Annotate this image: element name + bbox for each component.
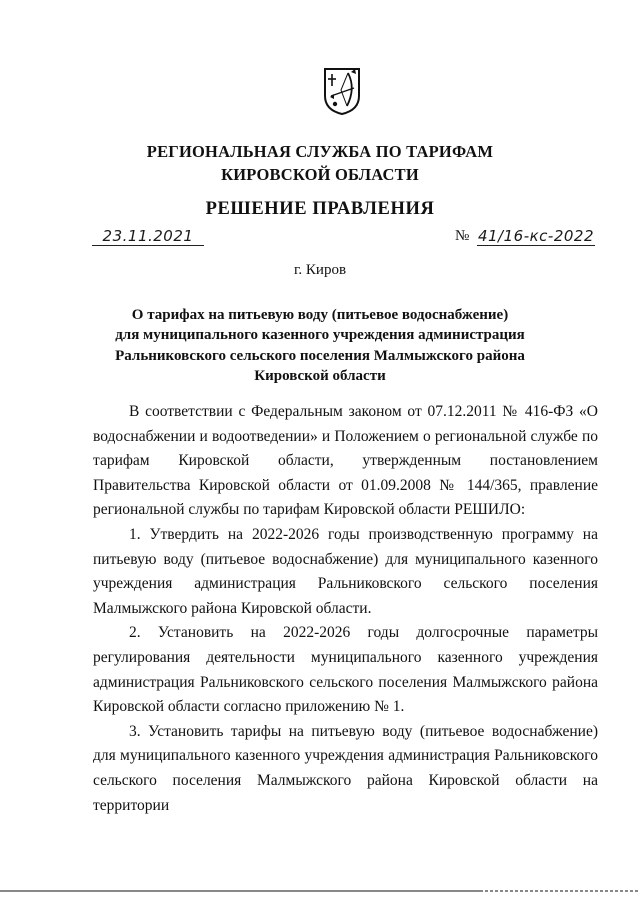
footer-divider xyxy=(0,890,640,892)
document-number xyxy=(455,227,597,245)
city-name: г. Киров xyxy=(293,262,347,278)
clause-1-paragraph: 1. Утвердить на 2022-2026 годы производственную программу на питьевую воду (питьевое водоснабжение) для муниципального казенного учреждения администрация Ральниковского сельского поселения Малмыжского района Кировской области. xyxy=(93,525,598,617)
document-body xyxy=(93,400,598,818)
document-number-value: 41/16-кс-2022 xyxy=(477,227,595,245)
coat-of-arms-icon xyxy=(323,66,361,116)
organization-name-line1: РЕГИОНАЛЬНАЯ СЛУЖБА ПО ТАРИФАМ xyxy=(146,142,494,161)
clause-3-paragraph: 3. Установить тарифы на питьевую воду (питьевое водоснабжение) для муниципального казенного учреждения администрация Ральниковского сельского поселения Малмыжского района Кировской области на территории xyxy=(93,722,598,814)
document-type-title: РЕШЕНИЕ ПРАВЛЕНИЯ xyxy=(205,199,435,219)
document-date: 23.11.2021 xyxy=(92,227,204,246)
subject-line4: Кировской области xyxy=(254,368,386,384)
number-sign: № xyxy=(455,228,470,244)
organization-name-line2: КИРОВСКОЙ ОБЛАСТИ xyxy=(221,165,419,184)
subject-line1: О тарифах на питьевую воду (питьевое водоснабжение) xyxy=(131,307,509,323)
subject-line2: для муниципального казенного учреждения администрация xyxy=(115,327,525,343)
clause-2-paragraph: 2. Установить на 2022-2026 годы долгосрочные параметры регулирования деятельности муниципального казенного учреждения администрация Ральниковского сельского поселения Малмыжского района Кировской области согласно приложению № 1. xyxy=(93,624,598,716)
preamble-paragraph: В соответствии с Федеральным законом от 07.12.2011 № 416-ФЗ «О водоснабжении и водоотведении» и Положением о региональной службе по тарифам Кировской области, утвержденным постановлением Правительства Кировской области от 01.09.2008 № 144/365, правление региональной службы по тарифам Кировской области РЕШИЛО: xyxy=(93,403,598,519)
subject-line3: Ральниковского сельского поселения Малмыжского района xyxy=(115,348,525,364)
